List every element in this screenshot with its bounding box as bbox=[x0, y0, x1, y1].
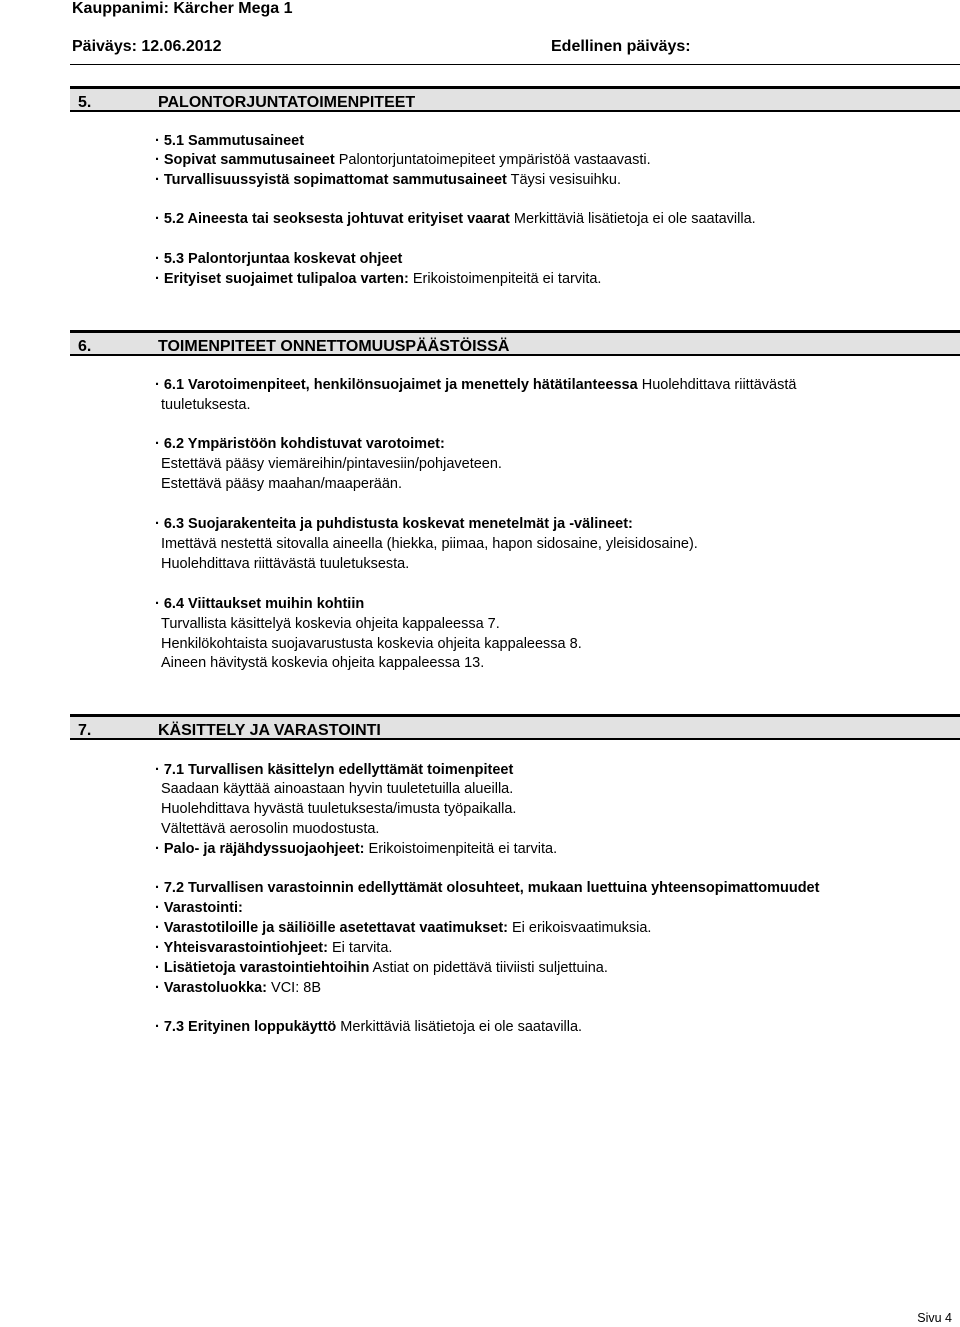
suitable-extinguishing-value: Palontorjuntatoimepiteet ympäristöä vastaavasti. bbox=[334, 152, 651, 168]
unsuitable-extinguishing-value: Täysi vesisuihku. bbox=[506, 172, 622, 188]
section-7-number: 7. bbox=[78, 722, 92, 739]
storage-class bbox=[155, 979, 321, 997]
subsection-5-3-heading: · 5.3 Palontorjuntaa koskevat ohjeet bbox=[155, 251, 403, 267]
section-6-heading bbox=[70, 330, 960, 356]
cleanup-line-1: Imettävä nestettä sitovalla aineella (hiekka, piimaa, hapon sidosaine, yleisidosaine). bbox=[161, 536, 698, 552]
subsection-6-3-heading: · 6.3 Suojarakenteita ja puhdistusta koskevat menetelmät ja -välineet: bbox=[155, 516, 633, 532]
suitable-extinguishing-media bbox=[155, 151, 651, 169]
subsection-6-1-label: · 6.1 Varotoimenpiteet, henkilönsuojaimet ja menettely hätätilanteessa bbox=[155, 377, 638, 393]
fire-protection-label: · Palo- ja räjähdyssuojaohjeet: bbox=[155, 841, 365, 857]
subsection-7-2-heading: · 7.2 Turvallisen varastoinnin edellyttämät olosuhteet, mukaan luettuina yhteensopimattomuudet bbox=[155, 880, 820, 896]
subsection-5-1-heading: · 5.1 Sammutusaineet bbox=[155, 133, 305, 149]
subsection-5-2 bbox=[155, 210, 756, 228]
subsection-7-1-heading: · 7.1 Turvallisen käsittelyn edellyttämät toimenpiteet bbox=[155, 762, 514, 778]
storage-class-label: · Varastoluokka: bbox=[155, 980, 268, 996]
section-5-heading bbox=[70, 86, 960, 112]
section-5-title: PALONTORJUNTATOIMENPITEET bbox=[158, 94, 416, 111]
fire-explosion-protection bbox=[155, 840, 557, 858]
subsection-5-2-value: Merkittäviä lisätietoja ei ole saatavilla. bbox=[509, 211, 756, 227]
handling-line-1: Saadaan käyttää ainoastaan hyvin tuuletetuilla alueilla. bbox=[161, 781, 514, 797]
section-6-number: 6. bbox=[78, 338, 92, 355]
reference-line-2: Henkilökohtaista suojavarustusta koskevia ohjeita kappaleessa 8. bbox=[161, 636, 582, 652]
page-number: Sivu 4 bbox=[917, 1311, 952, 1325]
handling-line-2: Huolehdittava hyvästä tuuletuksesta/imusta työpaikalla. bbox=[161, 801, 517, 817]
co-storage-label: · Yhteisvarastointiohjeet: bbox=[155, 940, 328, 956]
reference-line-1: Turvallista käsittelyä koskevia ohjeita kappaleessa 7. bbox=[161, 616, 500, 632]
storage-requirements-value: Ei erikoisvaatimuksia. bbox=[507, 920, 652, 936]
subsection-6-1-continued: tuuletuksesta. bbox=[161, 397, 251, 413]
special-protective-equipment bbox=[155, 270, 601, 288]
subsection-7-3-label: · 7.3 Erityinen loppukäyttö bbox=[155, 1019, 337, 1035]
suitable-extinguishing-label: · Sopivat sammutusaineet bbox=[155, 152, 335, 168]
storage-info-value: Astiat on pidettävä tiiviisti suljettuina. bbox=[369, 960, 608, 976]
subsection-6-1 bbox=[155, 376, 796, 394]
subsection-6-4-heading: · 6.4 Viittaukset muihin kohtiin bbox=[155, 596, 365, 612]
subsection-7-3-value: Merkittäviä lisätietoja ei ole saatavilla. bbox=[336, 1019, 583, 1035]
protective-equipment-label: · Erityiset suojaimet tulipaloa varten: bbox=[155, 271, 409, 287]
subsection-6-2-heading: · 6.2 Ympäristöön kohdistuvat varotoimet: bbox=[155, 436, 445, 452]
subsection-7-3 bbox=[155, 1018, 582, 1036]
storage-heading: · Varastointi: bbox=[155, 900, 243, 916]
date: Päiväys: 12.06.2012 bbox=[72, 38, 222, 55]
reference-line-3: Aineen hävitystä koskevia ohjeita kappaleessa 13. bbox=[161, 655, 485, 671]
unsuitable-extinguishing-media bbox=[155, 171, 621, 189]
env-precaution-line-2: Estettävä pääsy maahan/maaperään. bbox=[161, 476, 403, 492]
header-divider bbox=[70, 64, 960, 65]
subsection-5-2-label: · 5.2 Aineesta tai seoksesta johtuvat erityiset vaarat bbox=[155, 211, 510, 227]
product-name: Kauppanimi: Kärcher Mega 1 bbox=[72, 0, 293, 17]
previous-date: Edellinen päiväys: bbox=[551, 38, 691, 55]
storage-requirements-label: · Varastotiloille ja säiliöille asetettavat vaatimukset: bbox=[155, 920, 508, 936]
storage-requirements bbox=[155, 919, 651, 937]
storage-info-label: · Lisätietoja varastointiehtoihin bbox=[155, 960, 370, 976]
section-7-title: KÄSITTELY JA VARASTOINTI bbox=[158, 722, 381, 739]
subsection-6-1-value: Huolehdittava riittävästä bbox=[637, 377, 797, 393]
section-6-title: TOIMENPITEET ONNETTOMUUSPÄÄSTÖISSÄ bbox=[158, 338, 510, 355]
section-7-heading bbox=[70, 714, 960, 740]
unsuitable-extinguishing-label: · Turvallisuussyistä sopimattomat sammutusaineet bbox=[155, 172, 507, 188]
env-precaution-line-1: Estettävä pääsy viemäreihin/pintavesiin/pohjaveteen. bbox=[161, 456, 502, 472]
fire-protection-value: Erikoistoimenpiteitä ei tarvita. bbox=[364, 841, 558, 857]
section-5-number: 5. bbox=[78, 94, 92, 111]
protective-equipment-value: Erikoistoimenpiteitä ei tarvita. bbox=[408, 271, 602, 287]
handling-line-3: Vältettävä aerosolin muodostusta. bbox=[161, 821, 380, 837]
storage-class-value: VCI: 8B bbox=[267, 980, 322, 996]
co-storage-instructions bbox=[155, 939, 392, 957]
cleanup-line-2: Huolehdittava riittävästä tuuletuksesta. bbox=[161, 556, 410, 572]
storage-additional-info bbox=[155, 959, 608, 977]
co-storage-value: Ei tarvita. bbox=[327, 940, 393, 956]
